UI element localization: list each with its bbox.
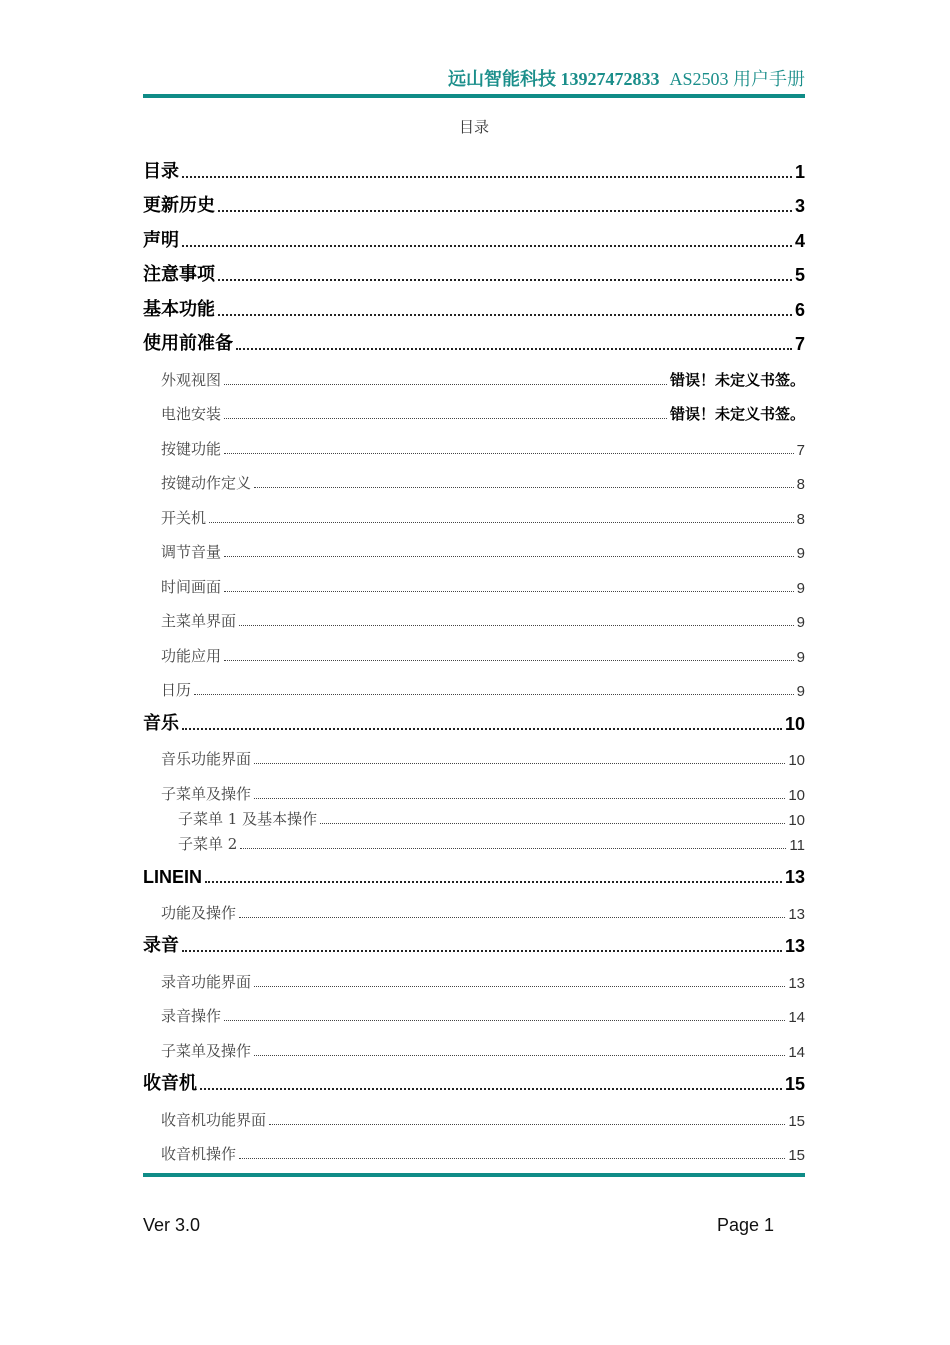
toc-entry[interactable] <box>143 355 805 390</box>
toc-entry[interactable] <box>143 769 805 804</box>
toc-entry-page: 13 <box>788 905 805 923</box>
toc-leader-dots <box>224 384 667 385</box>
toc-entry-title: 功能应用 <box>161 646 222 665</box>
toc-entry-page: 错误！未定义书签。 <box>669 370 805 389</box>
toc-entry-title: 电池安装 <box>161 405 222 423</box>
toc-leader-dots <box>224 1020 785 1021</box>
toc-entry[interactable] <box>143 390 805 425</box>
toc-leader-dots <box>218 279 792 281</box>
toc-entry-page: 9 <box>796 683 805 700</box>
toc-entry-title: LINEIN <box>143 867 203 887</box>
page-header <box>143 66 805 92</box>
toc-entry-page: 9 <box>796 545 805 562</box>
toc-leader-dots <box>254 1055 785 1056</box>
toc-entry-title: 按键动作定义 <box>161 474 252 492</box>
toc-entry-title: 收音机 <box>143 1073 197 1093</box>
toc-entry-title: 日历 <box>161 681 192 699</box>
toc-entry[interactable] <box>143 700 805 735</box>
toc-leader-dots <box>236 348 792 350</box>
toc-entry-page: 15 <box>784 1074 805 1094</box>
toc-title: 目录 <box>458 120 489 136</box>
toc-entry[interactable] <box>143 1130 805 1165</box>
toc-entry-title: 主菜单界面 <box>161 612 237 630</box>
toc-entry-page: 3 <box>794 196 805 216</box>
toc-entry-page: 9 <box>796 614 805 631</box>
toc-leader-dots <box>194 694 794 695</box>
toc-entry-title: 功能及操作 <box>161 903 237 922</box>
toc-entry-page: 8 <box>796 510 805 528</box>
toc-entry-title: 调节音量 <box>161 543 222 561</box>
toc-entry[interactable] <box>143 286 805 321</box>
toc-entry-page: 错误！未定义书签。 <box>669 405 805 423</box>
toc-entry-title: 录音操作 <box>161 1007 222 1025</box>
toc-entry[interactable] <box>143 829 805 854</box>
toc-entry[interactable] <box>143 957 805 992</box>
table-of-contents <box>143 148 805 1164</box>
toc-leader-dots <box>200 1088 782 1090</box>
toc-entry[interactable] <box>143 888 805 923</box>
toc-leader-dots <box>320 823 785 824</box>
toc-entry[interactable] <box>143 735 805 770</box>
footer-version: Ver 3.0 <box>143 1215 201 1235</box>
toc-entry-page: 7 <box>794 334 805 354</box>
toc-entry-title: 时间画面 <box>161 577 222 596</box>
toc-entry-page: 8 <box>796 476 805 493</box>
toc-leader-dots <box>239 1158 785 1159</box>
toc-leader-dots <box>218 314 792 316</box>
toc-entry-page: 10 <box>784 713 805 734</box>
toc-entry[interactable] <box>143 424 805 459</box>
toc-entry-title: 开关机 <box>161 508 207 527</box>
toc-entry[interactable] <box>143 804 805 829</box>
toc-leader-dots <box>182 245 792 247</box>
toc-leader-dots <box>254 763 785 764</box>
toc-entry-title: 注意事项 <box>143 264 215 284</box>
toc-entry-page: 9 <box>796 648 805 666</box>
toc-entry-page: 10 <box>788 786 805 804</box>
toc-entry-title: 子菜单 2 <box>178 834 238 853</box>
toc-entry-page: 5 <box>794 265 805 285</box>
toc-entry-title: 基本功能 <box>143 298 215 319</box>
toc-entry[interactable] <box>143 597 805 632</box>
toc-entry-page: 15 <box>788 1147 805 1164</box>
toc-entry[interactable] <box>143 854 805 889</box>
toc-entry[interactable] <box>143 459 805 494</box>
toc-leader-dots <box>209 522 794 523</box>
toc-entry[interactable] <box>143 1061 805 1096</box>
toc-entry[interactable] <box>143 1095 805 1130</box>
toc-entry-page: 13 <box>784 867 805 887</box>
toc-entry[interactable] <box>143 183 805 218</box>
toc-leader-dots <box>224 660 794 661</box>
toc-entry[interactable] <box>143 992 805 1027</box>
toc-leader-dots <box>269 1124 785 1125</box>
toc-entry-title: 子菜单 1 及基本操作 <box>178 809 318 828</box>
footer-divider <box>143 1173 805 1177</box>
toc-entry-page: 4 <box>794 230 805 251</box>
toc-leader-dots <box>224 418 667 419</box>
header-product: AS2503 用户手册 <box>669 69 805 89</box>
toc-leader-dots <box>239 917 785 918</box>
toc-entry[interactable] <box>143 528 805 563</box>
toc-entry-title: 使用前准备 <box>143 333 233 353</box>
toc-entry-title: 录音功能界面 <box>161 972 252 991</box>
toc-entry-title: 音乐 <box>143 712 179 733</box>
toc-entry[interactable] <box>143 1026 805 1061</box>
header-brand: 远山智能科技 13927472833 <box>447 69 660 89</box>
toc-leader-dots <box>182 176 792 178</box>
toc-leader-dots <box>254 487 794 488</box>
toc-entry[interactable] <box>143 923 805 958</box>
toc-leader-dots <box>224 556 794 557</box>
toc-leader-dots <box>224 453 794 454</box>
toc-entry-page: 1 <box>794 161 805 182</box>
toc-entry-page: 6 <box>794 299 805 320</box>
toc-leader-dots <box>254 798 785 799</box>
toc-entry-page: 14 <box>788 1009 805 1026</box>
header-divider <box>143 94 805 98</box>
toc-leader-dots <box>224 591 794 592</box>
toc-entry-page: 14 <box>788 1043 805 1061</box>
toc-entry-title: 按键功能 <box>161 439 222 458</box>
toc-leader-dots <box>240 848 786 849</box>
toc-entry-page: 13 <box>784 936 805 956</box>
toc-leader-dots <box>218 210 792 212</box>
toc-leader-dots <box>239 625 794 626</box>
toc-entry-page: 13 <box>788 974 805 992</box>
toc-leader-dots <box>254 986 785 987</box>
toc-entry[interactable] <box>143 631 805 666</box>
toc-entry-title: 声明 <box>143 229 179 250</box>
toc-entry-title: 目录 <box>143 160 179 181</box>
toc-entry[interactable] <box>143 217 805 252</box>
toc-entry-page: 9 <box>796 579 805 597</box>
toc-entry-page: 10 <box>788 752 805 769</box>
toc-entry-title: 外观视图 <box>161 370 222 389</box>
toc-entry-title: 更新历史 <box>143 195 215 215</box>
toc-entry[interactable] <box>143 148 805 183</box>
toc-entry[interactable] <box>143 493 805 528</box>
toc-entry-title: 子菜单及操作 <box>161 784 252 803</box>
toc-entry-title: 收音机操作 <box>161 1145 237 1163</box>
toc-entry[interactable] <box>143 252 805 287</box>
toc-leader-dots <box>182 950 782 952</box>
toc-entry-title: 子菜单及操作 <box>161 1041 252 1060</box>
toc-entry-title: 收音机功能界面 <box>161 1110 267 1129</box>
footer-page-number: Page 1 <box>717 1215 775 1235</box>
toc-entry-page: 7 <box>796 441 805 459</box>
toc-entry-title: 音乐功能界面 <box>161 750 252 768</box>
toc-entry-page: 10 <box>788 811 805 829</box>
toc-entry[interactable] <box>143 321 805 356</box>
toc-entry[interactable] <box>143 666 805 701</box>
toc-leader-dots <box>182 728 782 730</box>
toc-entry-page: 15 <box>788 1112 805 1130</box>
toc-entry[interactable] <box>143 562 805 597</box>
toc-entry-title: 录音 <box>143 935 179 955</box>
toc-leader-dots <box>205 881 782 883</box>
toc-entry-page: 11 <box>789 836 805 854</box>
